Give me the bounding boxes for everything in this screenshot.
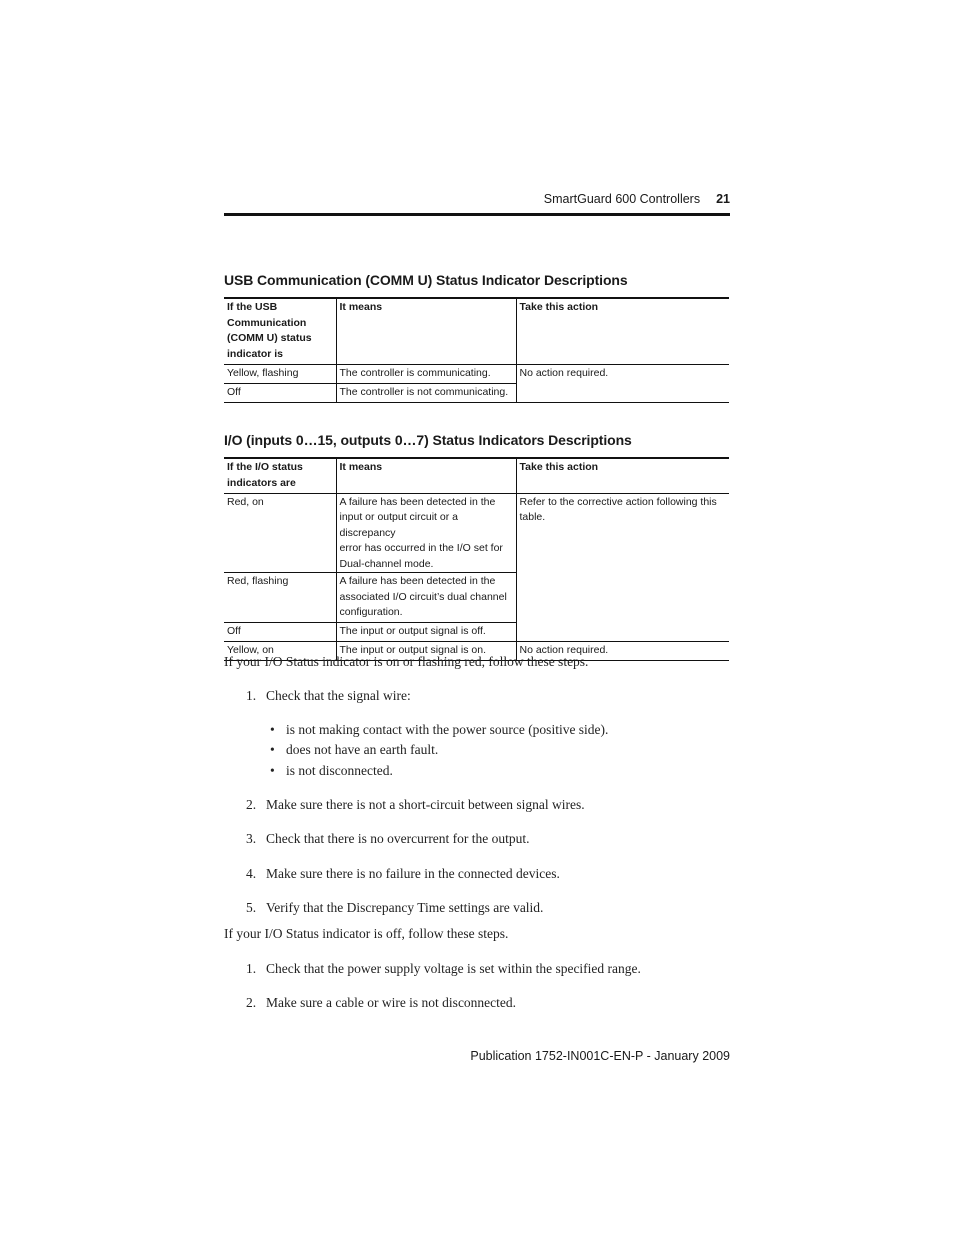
bullet-text: is not making contact with the power source (positive side). [286,722,609,737]
indicator-cell: Red, on [227,495,264,508]
list-item [246,900,543,916]
table-row [224,493,729,573]
column-header-action: Take this action [516,458,729,493]
bullet-glyph: • [270,763,275,778]
means-cell: The input or output signal is off. [336,623,516,642]
indicator-cell: Off [227,385,241,398]
action-cell: No action required. [516,364,729,402]
list-item [246,688,411,704]
step-text: Check that the signal wire: [266,688,411,703]
step-text: Check that the power supply voltage is set within the specified range. [266,961,641,976]
means-cell: The input or output signal is on. [336,642,516,661]
list-item [246,831,530,847]
list-item [270,763,393,779]
red-steps-intro: If your I/O Status indicator is on or flashing red, follow these steps. [224,654,589,669]
step-number: 5. [246,900,257,915]
bullet-text: is not disconnected. [286,763,393,778]
indicator-cell: Yellow, flashing [227,366,299,379]
table-row [224,364,729,383]
step-number: 4. [246,866,257,881]
usb-status-table [224,297,729,403]
step-text: Make sure a cable or wire is not disconnected. [266,995,517,1010]
indicator-cell: Red, flashing [227,575,289,587]
column-header-means: It means [336,458,516,493]
bullet-glyph: • [270,742,275,757]
step-text: Make sure there is not a short-circuit between signal wires. [266,797,585,812]
publication-footer: Publication 1752-IN001C-EN-P - January 2009 [470,1049,730,1063]
list-item [246,995,516,1011]
step-number: 2. [246,797,257,812]
column-header-means: It means [336,298,516,364]
io-status-table [224,457,729,661]
usb-table-title: USB Communication (COMM U) Status Indicator Descriptions [224,272,628,288]
table-header-row [224,298,729,364]
bullet-glyph: • [270,722,275,737]
step-text: Make sure there is no failure in the connected devices. [266,866,560,881]
step-number: 1. [246,961,257,976]
off-steps-intro: If your I/O Status indicator is off, follow these steps. [224,926,509,941]
means-cell: The controller is communicating. [336,364,516,383]
list-item [270,722,608,738]
means-cell: A failure has been detected in the associated I/O circuit’s dual channel configuration. [336,573,516,623]
column-header-indicator: If the USB Communication (COMM U) status indicator is [227,301,312,360]
page-number: 21 [716,192,730,206]
list-item [270,742,438,758]
table-header-row [224,458,729,493]
step-text: Check that there is no overcurrent for the output. [266,831,530,846]
action-cell: Refer to the corrective action following this table. [516,493,729,642]
publication-title: SmartGuard 600 Controllers [543,192,701,206]
list-item [246,797,585,813]
means-cell: The controller is not communicating. [336,383,516,402]
step-number: 3. [246,831,257,846]
list-item [246,866,560,882]
means-cell: A failure has been detected in the input or output circuit or a discrepancy error has occurred in the I/O set for Dual-channel mode. [336,493,516,573]
indicator-cell: Yellow, on [227,644,274,656]
io-table-title: I/O (inputs 0…15, outputs 0…7) Status Indicators Descriptions [224,432,632,448]
indicator-cell: Off [227,625,241,637]
column-header-indicator: If the I/O status indicators are [227,461,303,489]
running-header [224,192,730,216]
step-number: 2. [246,995,257,1010]
bullet-text: does not have an earth fault. [286,742,439,757]
step-text: Verify that the Discrepancy Time settings are valid. [266,900,544,915]
step-number: 1. [246,688,257,703]
list-item [246,961,641,977]
column-header-action: Take this action [516,298,729,364]
action-cell: No action required. [516,642,729,661]
